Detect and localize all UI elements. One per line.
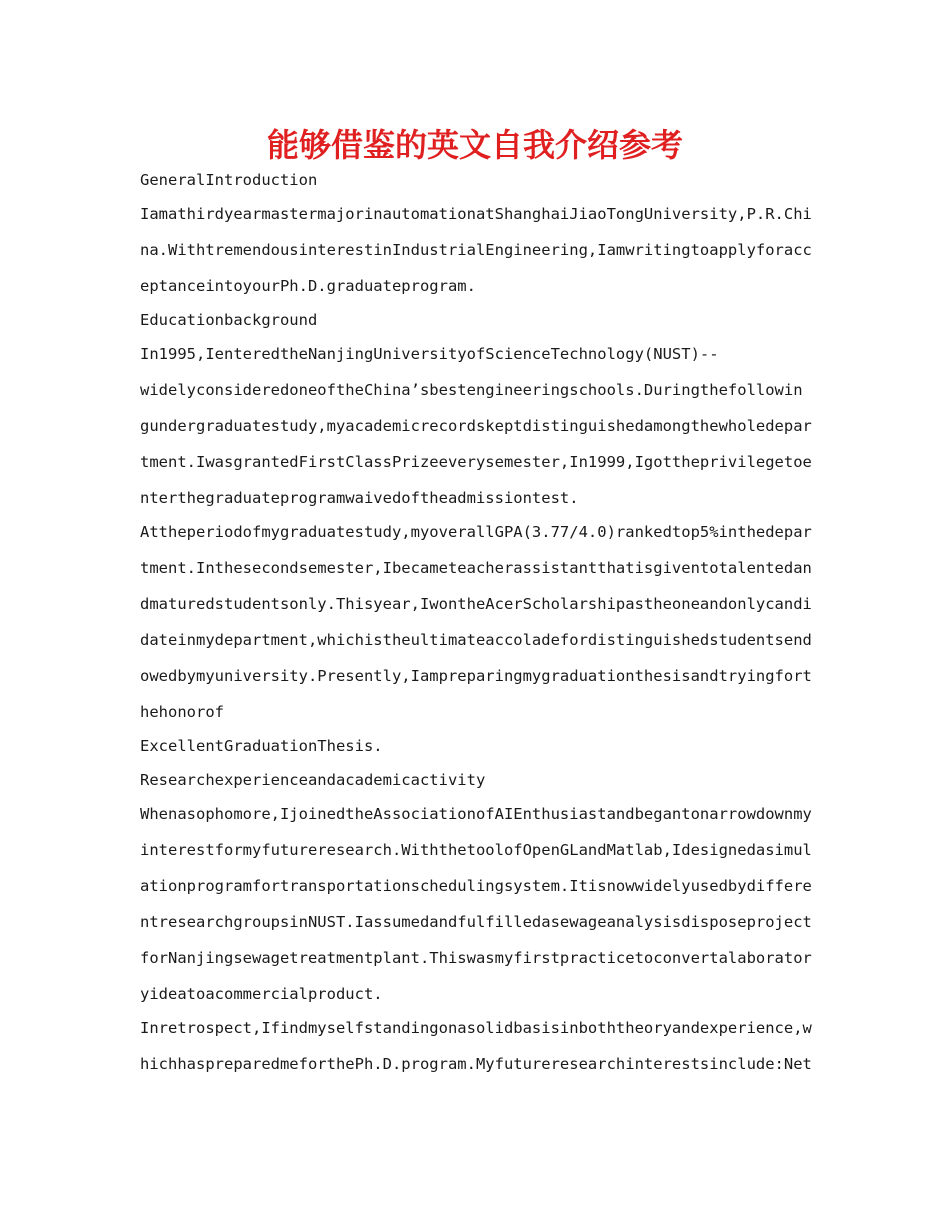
document-title: 能够借鉴的英文自我介绍参考 [266, 126, 683, 164]
paragraph-line: hehonorof [140, 703, 224, 721]
heading-education-background: Educationbackground [140, 311, 318, 329]
paragraph-line: Inretrospect,Ifindmyselfstandingonasolidbasisinboththeoryandexperience,w [140, 1019, 812, 1037]
heading-research-experience: Researchexperienceandacademicactivity [140, 771, 486, 789]
paragraph-line: owedbymyuniversity.Presently,Iampreparingmygraduationthesisandtryingfort [140, 667, 812, 685]
paragraph-line: Attheperiodofmygraduatestudy,myoverallGPA(3.77/4.0)rankedtop5%inthedepar [140, 523, 812, 541]
paragraph-line: tment.IwasgrantedFirstClassPrizeeverysemester,In1999,Igottheprivilegetoe [140, 453, 812, 471]
paragraph-line: widelyconsideredoneoftheChina’sbestengineeringschools.Duringthefollowin [140, 381, 803, 399]
paragraph-line: IamathirdyearmastermajorinautomationatShanghaiJiaoTongUniversity,P.R.Chi [140, 205, 812, 223]
paragraph-line: nterthegraduateprogramwaivedoftheadmissiontest. [140, 489, 579, 507]
paragraph-line: ationprogramfortransportationschedulingsystem.Itisnowwidelyusedbydiffere [140, 877, 812, 895]
paragraph-line: dateinmydepartment,whichistheultimateaccoladefordistinguishedstudentsend [140, 631, 812, 649]
paragraph-line: yideatoacommercialproduct. [140, 985, 383, 1003]
paragraph-line: hichhaspreparedmeforthePh.D.program.Myfutureresearchinterestsinclude:Net [140, 1055, 812, 1073]
paragraph-line: tment.Inthesecondsemester,Ibecameteacherassistantthatisgiventotalentedan [140, 559, 812, 577]
heading-general-introduction: GeneralIntroduction [140, 171, 318, 189]
paragraph-line: ntresearchgroupsinNUST.Iassumedandfulfilledasewageanalysisdisposeproject [140, 913, 812, 931]
paragraph-line: dmaturedstudentsonly.Thisyear,IwontheAcerScholarshipastheoneandonlycandi [140, 595, 812, 613]
paragraph-line: eptanceintoyourPh.D.graduateprogram. [140, 277, 476, 295]
paragraph-line: interestformyfutureresearch.WiththetoolofOpenGLandMatlab,Idesignedasimul [140, 841, 812, 859]
paragraph-line: na.WithtremendousinterestinIndustrialEngineering,Iamwritingtoapplyforacc [140, 241, 812, 259]
paragraph-line: In1995,IenteredtheNanjingUniversityofScienceTechnology(NUST)-- [140, 345, 719, 363]
paragraph-line: Whenasophomore,IjoinedtheAssociationofAIEnthusiastandbegantonarrowdownmy [140, 805, 812, 823]
paragraph-line: ExcellentGraduationThesis. [140, 737, 383, 755]
paragraph-line: gundergraduatestudy,myacademicrecordskeptdistinguishedamongthewholedepar [140, 417, 812, 435]
paragraph-line: forNanjingsewagetreatmentplant.Thiswasmyfirstpracticetoconvertalaborator [140, 949, 812, 967]
